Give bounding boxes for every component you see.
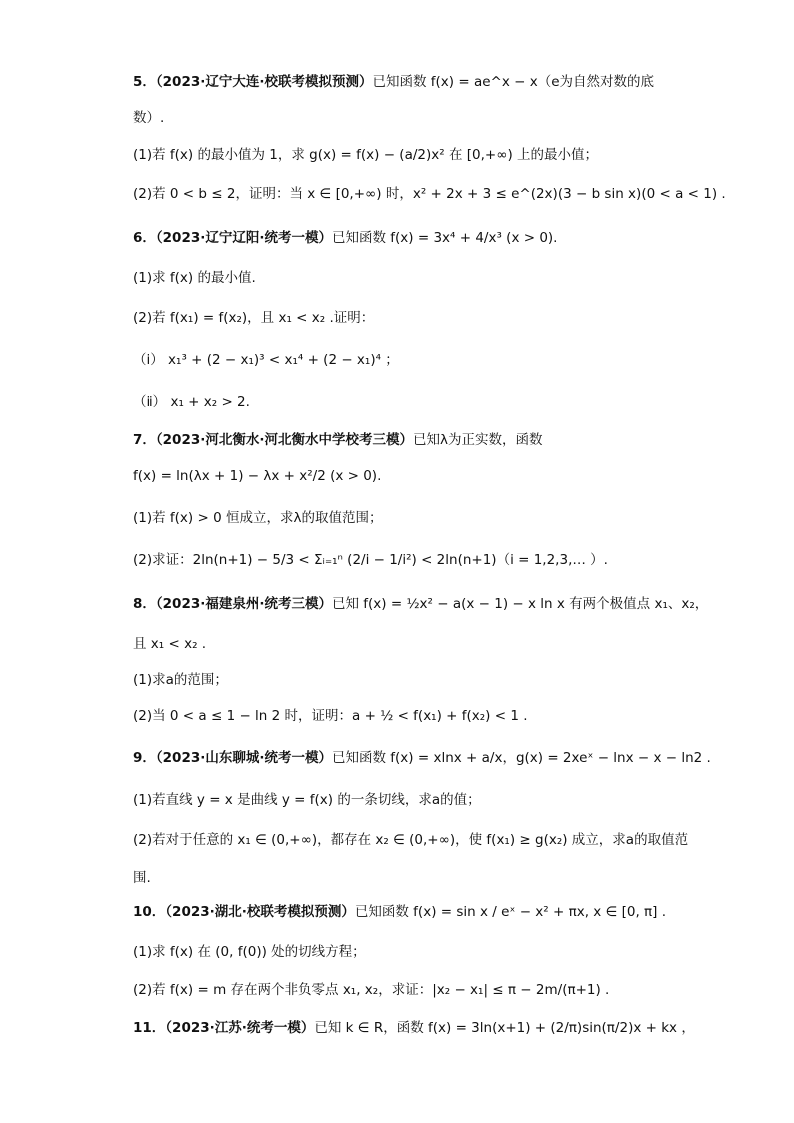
problem-7-heading — [133, 430, 693, 450]
problem-source: （2023·福建泉州·统考三模） — [155, 596, 332, 612]
problem-source: （2023·河北衡水·河北衡水中学校考三模） — [155, 432, 413, 448]
problem-number: 9． — [133, 750, 156, 766]
problem-6-heading — [133, 228, 693, 248]
problem-7-stem-cont: f(x) = ln(λx + 1) − λx + x²/2 (x > 0). — [133, 468, 382, 484]
problem-number: 6． — [133, 230, 156, 246]
problem-5-stem-cont: 数）. — [133, 110, 165, 126]
problem-6-part-2-ii: （ⅱ） x₁ + x₂ > 2. — [133, 394, 250, 410]
problem-11-heading — [133, 1018, 693, 1038]
problem-stem: 已知函数 f(x) = ae^x − x（e为自然对数的底 — [372, 74, 655, 90]
problem-stem: 已知 f(x) = ½x² − a(x − 1) − x ln x 有两个极值点 x₁、x₂， — [332, 596, 709, 612]
problem-7-part-1: (1)若 f(x) > 0 恒成立，求λ的取值范围； — [133, 510, 383, 526]
problem-source: （2023·辽宁辽阳·统考一模） — [155, 230, 332, 246]
problem-8-stem-cont: 且 x₁ < x₂ . — [133, 636, 207, 652]
problem-5-part-1: (1)若 f(x) 的最小值为 1，求 g(x) = f(x) − (a/2)x² 在 [0,+∞) 上的最小值； — [133, 147, 598, 163]
problem-10-heading — [133, 902, 693, 922]
problem-6-part-1: (1)求 f(x) 的最小值. — [133, 270, 256, 286]
problem-5-part-2: (2)若 0 < b ≤ 2，证明：当 x ∈ [0,+∞) 时，x² + 2x + 3 ≤ e^(2x)(3 − b sin x)(0 < a < 1) . — [133, 186, 726, 202]
problem-number: 8． — [133, 596, 156, 612]
problem-6-part-2-i: （ⅰ） x₁³ + (2 − x₁)³ < x₁⁴ + (2 − x₁)⁴ ； — [133, 352, 399, 368]
problem-number: 11． — [133, 1020, 166, 1036]
problem-10-part-2: (2)若 f(x) = m 存在两个非负零点 x₁, x₂，求证：|x₂ − x₁| ≤ π − 2m/(π+1) . — [133, 982, 610, 998]
problem-9-part-2: (2)若对于任意的 x₁ ∈ (0,+∞)，都存在 x₂ ∈ (0,+∞)，使 f(x₁) ≥ g(x₂) 成立，求a的取值范 — [133, 832, 689, 848]
problem-stem: 已知 k ∈ R，函数 f(x) = 3ln(x+1) + (2/π)sin(π/2)x + kx ， — [314, 1020, 695, 1036]
problem-8-part-2: (2)当 0 < a ≤ 1 − ln 2 时，证明：a + ½ < f(x₁) + f(x₂) < 1 . — [133, 708, 528, 724]
problem-source: （2023·江苏·统考一模） — [165, 1020, 315, 1036]
problem-7-part-2: (2)求证：2ln(n+1) − 5/3 < Σᵢ₌₁ⁿ (2/i − 1/i²) < 2ln(n+1)（i = 1,2,3,… ）. — [133, 552, 608, 568]
problem-5-heading — [133, 72, 693, 92]
problem-source: （2023·辽宁大连·校联考模拟预测） — [155, 74, 373, 90]
problem-8-heading — [133, 594, 709, 614]
problem-stem: 已知函数 f(x) = 3x⁴ + 4/x³ (x > 0). — [332, 230, 558, 246]
problem-source: （2023·山东聊城·统考一模） — [155, 750, 332, 766]
problem-8-part-1: (1)求a的范围； — [133, 672, 228, 688]
problem-9-part-2-cont: 围. — [133, 870, 151, 886]
problem-6-part-2: (2)若 f(x₁) = f(x₂)，且 x₁ < x₂ .证明： — [133, 310, 375, 326]
problem-9-part-1: (1)若直线 y = x 是曲线 y = f(x) 的一条切线，求a的值； — [133, 792, 481, 808]
problem-number: 7． — [133, 432, 156, 448]
problem-number: 5． — [133, 74, 156, 90]
problem-stem: 已知函数 f(x) = sin x / eˣ − x² + πx, x ∈ [0, π] . — [354, 904, 667, 920]
problem-10-part-1: (1)求 f(x) 在 (0, f(0)) 处的切线方程； — [133, 944, 366, 960]
problem-number: 10． — [133, 904, 166, 920]
problem-stem: 已知λ为正实数，函数 — [413, 432, 543, 448]
problem-stem: 已知函数 f(x) = xlnx + a/x，g(x) = 2xeˣ − lnx − x − ln2 . — [332, 750, 711, 766]
problem-source: （2023·湖北·校联考模拟预测） — [165, 904, 355, 920]
problem-9-heading — [133, 748, 711, 768]
